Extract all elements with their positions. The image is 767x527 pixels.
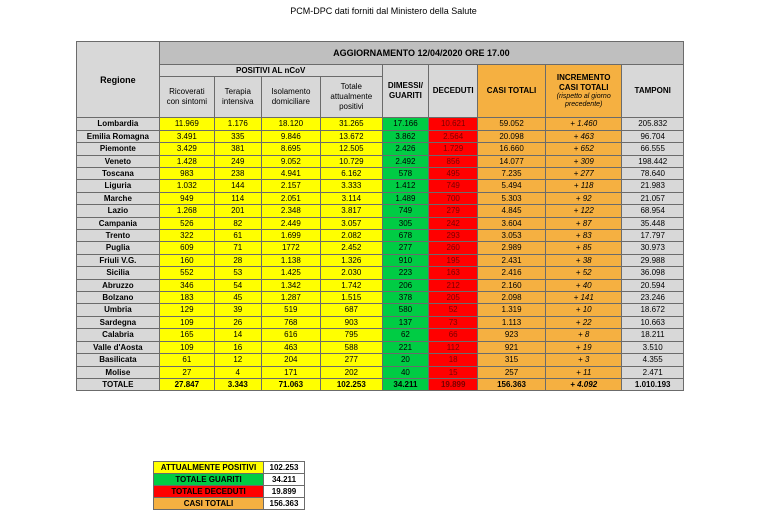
isolamento-cell: 616 bbox=[261, 329, 320, 341]
tamponi-cell: 21.057 bbox=[622, 192, 684, 204]
totale-positivi-cell: 6.162 bbox=[321, 168, 383, 180]
deceduti-cell: 856 bbox=[429, 155, 478, 167]
region-cell: Lazio bbox=[77, 205, 160, 217]
tamponi-cell: 36.098 bbox=[622, 267, 684, 279]
isolamento-cell: 2.449 bbox=[261, 217, 320, 229]
deceduti-cell: 700 bbox=[429, 192, 478, 204]
summary-row bbox=[154, 498, 305, 510]
deceduti-cell: 66 bbox=[429, 329, 478, 341]
totale-positivi-cell: 1.326 bbox=[321, 254, 383, 266]
isolamento-cell: 8.695 bbox=[261, 143, 320, 155]
terapia-cell: 53 bbox=[214, 267, 261, 279]
ricoverati-cell: 983 bbox=[159, 168, 214, 180]
incremento-note: (rispetto al giorno precedente) bbox=[556, 93, 611, 109]
dimessi-cell: 206 bbox=[382, 279, 429, 291]
region-cell: Sardegna bbox=[77, 316, 160, 328]
casi-totali-cell: 1.319 bbox=[478, 304, 546, 316]
dimessi-cell: 20 bbox=[382, 354, 429, 366]
incremento-cell: + 122 bbox=[546, 205, 622, 217]
region-cell: Bolzano bbox=[77, 292, 160, 304]
casi-totali-cell: 59.052 bbox=[478, 118, 546, 130]
page-header: PCM-DPC dati forniti dal Ministero della Salute bbox=[290, 6, 477, 16]
region-cell: Basilicata bbox=[77, 354, 160, 366]
totale-positivi-cell: 2.082 bbox=[321, 230, 383, 242]
incremento-cell: + 19 bbox=[546, 341, 622, 353]
isolamento-cell: 768 bbox=[261, 316, 320, 328]
isolamento-cell: 2.051 bbox=[261, 192, 320, 204]
ricoverati-cell: 526 bbox=[159, 217, 214, 229]
deceduti-cell: 260 bbox=[429, 242, 478, 254]
ricoverati-cell: 3.491 bbox=[159, 130, 214, 142]
incremento-cell: + 85 bbox=[546, 242, 622, 254]
totale-positivi-cell: 31.265 bbox=[321, 118, 383, 130]
summary-value: 156.363 bbox=[264, 498, 305, 510]
table-row bbox=[77, 316, 684, 328]
table-row bbox=[77, 118, 684, 130]
deceduti-cell: 495 bbox=[429, 168, 478, 180]
dimessi-cell: 1.489 bbox=[382, 192, 429, 204]
dimessi-cell: 40 bbox=[382, 366, 429, 378]
terapia-cell: 1.176 bbox=[214, 118, 261, 130]
deceduti-cell: 163 bbox=[429, 267, 478, 279]
casi-totali-cell: 7.235 bbox=[478, 168, 546, 180]
incremento-cell: + 4.092 bbox=[546, 378, 622, 390]
casi-totali-cell: 20.098 bbox=[478, 130, 546, 142]
terapia-cell: 249 bbox=[214, 155, 261, 167]
casi-totali-cell: 921 bbox=[478, 341, 546, 353]
deceduti-cell: 242 bbox=[429, 217, 478, 229]
tamponi-cell: 4.355 bbox=[622, 354, 684, 366]
summary-label: TOTALE GUARITI bbox=[154, 474, 264, 486]
dimessi-cell: 910 bbox=[382, 254, 429, 266]
ricoverati-cell: 129 bbox=[159, 304, 214, 316]
incremento-cell: + 309 bbox=[546, 155, 622, 167]
table-row bbox=[77, 217, 684, 229]
incremento-cell: + 8 bbox=[546, 329, 622, 341]
isolamento-cell: 2.157 bbox=[261, 180, 320, 192]
deceduti-cell: 212 bbox=[429, 279, 478, 291]
totale-positivi-cell: 3.057 bbox=[321, 217, 383, 229]
dimessi-header: DIMESSI/ GUARITI bbox=[382, 65, 429, 118]
totale-positivi-cell: 13.672 bbox=[321, 130, 383, 142]
total-row bbox=[77, 378, 684, 390]
terapia-cell: 201 bbox=[214, 205, 261, 217]
incremento-cell: + 141 bbox=[546, 292, 622, 304]
deceduti-cell: 195 bbox=[429, 254, 478, 266]
casi-totali-cell: 2.989 bbox=[478, 242, 546, 254]
casi-totali-cell: 3.053 bbox=[478, 230, 546, 242]
incremento-cell: + 463 bbox=[546, 130, 622, 142]
totale-positivi-cell: 202 bbox=[321, 366, 383, 378]
table-row bbox=[77, 341, 684, 353]
casi-totali-cell: 3.604 bbox=[478, 217, 546, 229]
incremento-cell: + 10 bbox=[546, 304, 622, 316]
table-row bbox=[77, 242, 684, 254]
isolamento-cell: 9.052 bbox=[261, 155, 320, 167]
isolamento-cell: 1772 bbox=[261, 242, 320, 254]
tamponi-cell: 18.672 bbox=[622, 304, 684, 316]
totale-positivi-cell: 12.505 bbox=[321, 143, 383, 155]
table-row bbox=[77, 192, 684, 204]
ricoverati-cell: 27 bbox=[159, 366, 214, 378]
tamponi-cell: 10.663 bbox=[622, 316, 684, 328]
isolamento-header: Isolamento domiciliare bbox=[261, 77, 320, 118]
table-row bbox=[77, 292, 684, 304]
casi-totali-header: CASI TOTALI bbox=[478, 65, 546, 118]
deceduti-cell: 15 bbox=[429, 366, 478, 378]
ricoverati-cell: 609 bbox=[159, 242, 214, 254]
tamponi-cell: 78.640 bbox=[622, 168, 684, 180]
tamponi-cell: 198.442 bbox=[622, 155, 684, 167]
totale-positivi-cell: 588 bbox=[321, 341, 383, 353]
totale-positivi-cell: 1.742 bbox=[321, 279, 383, 291]
tamponi-cell: 35.448 bbox=[622, 217, 684, 229]
region-cell: Calabria bbox=[77, 329, 160, 341]
isolamento-cell: 1.287 bbox=[261, 292, 320, 304]
tamponi-cell: 205.832 bbox=[622, 118, 684, 130]
tamponi-cell: 23.246 bbox=[622, 292, 684, 304]
isolamento-cell: 1.699 bbox=[261, 230, 320, 242]
isolamento-cell: 204 bbox=[261, 354, 320, 366]
tamponi-cell: 66.555 bbox=[622, 143, 684, 155]
deceduti-header: DECEDUTI bbox=[429, 65, 478, 118]
region-cell: Emilia Romagna bbox=[77, 130, 160, 142]
isolamento-cell: 18.120 bbox=[261, 118, 320, 130]
terapia-cell: 144 bbox=[214, 180, 261, 192]
casi-totali-cell: 257 bbox=[478, 366, 546, 378]
region-cell: Molise bbox=[77, 366, 160, 378]
deceduti-cell: 205 bbox=[429, 292, 478, 304]
dimessi-cell: 221 bbox=[382, 341, 429, 353]
terapia-cell: 39 bbox=[214, 304, 261, 316]
tamponi-cell: 18.211 bbox=[622, 329, 684, 341]
tamponi-header: TAMPONI bbox=[622, 65, 684, 118]
casi-totali-cell: 16.660 bbox=[478, 143, 546, 155]
dimessi-cell: 137 bbox=[382, 316, 429, 328]
totale-positivi-cell: 3.817 bbox=[321, 205, 383, 217]
deceduti-cell: 2.564 bbox=[429, 130, 478, 142]
totale-positivi-cell: 277 bbox=[321, 354, 383, 366]
table-row bbox=[77, 267, 684, 279]
ricoverati-cell: 552 bbox=[159, 267, 214, 279]
casi-totali-cell: 5.494 bbox=[478, 180, 546, 192]
totale-positivi-cell: 1.515 bbox=[321, 292, 383, 304]
ricoverati-cell: 61 bbox=[159, 354, 214, 366]
totale-positivi-cell: 3.114 bbox=[321, 192, 383, 204]
dimessi-cell: 3.862 bbox=[382, 130, 429, 142]
table-row bbox=[77, 254, 684, 266]
totale-positivi-cell: 2.452 bbox=[321, 242, 383, 254]
incremento-cell: + 3 bbox=[546, 354, 622, 366]
deceduti-cell: 279 bbox=[429, 205, 478, 217]
casi-totali-cell: 14.077 bbox=[478, 155, 546, 167]
totale-positivi-cell: 10.729 bbox=[321, 155, 383, 167]
tamponi-cell: 1.010.193 bbox=[622, 378, 684, 390]
region-cell: Lombardia bbox=[77, 118, 160, 130]
casi-totali-cell: 1.113 bbox=[478, 316, 546, 328]
isolamento-cell: 1.425 bbox=[261, 267, 320, 279]
totale-positivi-cell: 2.030 bbox=[321, 267, 383, 279]
tamponi-cell: 21.983 bbox=[622, 180, 684, 192]
incremento-cell: + 87 bbox=[546, 217, 622, 229]
region-cell: Piemonte bbox=[77, 143, 160, 155]
summary-label: ATTUALMENTE POSITIVI bbox=[154, 462, 264, 474]
casi-totali-cell: 315 bbox=[478, 354, 546, 366]
casi-totali-cell: 2.431 bbox=[478, 254, 546, 266]
dimessi-cell: 2.492 bbox=[382, 155, 429, 167]
ricoverati-cell: 346 bbox=[159, 279, 214, 291]
totale-positivi-cell: 795 bbox=[321, 329, 383, 341]
table-row bbox=[77, 155, 684, 167]
casi-totali-cell: 2.098 bbox=[478, 292, 546, 304]
table-row bbox=[77, 304, 684, 316]
deceduti-cell: 19.899 bbox=[429, 378, 478, 390]
deceduti-cell: 749 bbox=[429, 180, 478, 192]
terapia-cell: 335 bbox=[214, 130, 261, 142]
tamponi-cell: 68.954 bbox=[622, 205, 684, 217]
incremento-cell: + 1.460 bbox=[546, 118, 622, 130]
totale-positivi-cell: 687 bbox=[321, 304, 383, 316]
table-row bbox=[77, 168, 684, 180]
region-cell: Valle d'Aosta bbox=[77, 341, 160, 353]
casi-totali-cell: 923 bbox=[478, 329, 546, 341]
terapia-cell: 114 bbox=[214, 192, 261, 204]
incremento-cell: + 52 bbox=[546, 267, 622, 279]
incremento-header bbox=[546, 65, 622, 118]
positives-group-header: POSITIVI AL nCoV bbox=[159, 65, 382, 77]
region-cell: TOTALE bbox=[77, 378, 160, 390]
terapia-header: Terapia intensiva bbox=[214, 77, 261, 118]
region-cell: Abruzzo bbox=[77, 279, 160, 291]
region-cell: Friuli V.G. bbox=[77, 254, 160, 266]
ricoverati-cell: 3.429 bbox=[159, 143, 214, 155]
dimessi-cell: 277 bbox=[382, 242, 429, 254]
incremento-cell: + 83 bbox=[546, 230, 622, 242]
tamponi-cell: 20.594 bbox=[622, 279, 684, 291]
terapia-cell: 61 bbox=[214, 230, 261, 242]
region-cell: Trento bbox=[77, 230, 160, 242]
region-cell: Sicilia bbox=[77, 267, 160, 279]
isolamento-cell: 519 bbox=[261, 304, 320, 316]
ricoverati-cell: 949 bbox=[159, 192, 214, 204]
deceduti-cell: 10.621 bbox=[429, 118, 478, 130]
totale-positivi-cell: 903 bbox=[321, 316, 383, 328]
terapia-cell: 45 bbox=[214, 292, 261, 304]
isolamento-cell: 9.846 bbox=[261, 130, 320, 142]
casi-totali-cell: 2.416 bbox=[478, 267, 546, 279]
isolamento-cell: 4.941 bbox=[261, 168, 320, 180]
totale-positivi-cell: 3.333 bbox=[321, 180, 383, 192]
ricoverati-cell: 27.847 bbox=[159, 378, 214, 390]
incremento-cell: + 22 bbox=[546, 316, 622, 328]
incremento-title: INCREMENTO CASI TOTALI bbox=[556, 73, 611, 93]
totale-positivi-cell: 102.253 bbox=[321, 378, 383, 390]
ricoverati-cell: 1.268 bbox=[159, 205, 214, 217]
table-row bbox=[77, 279, 684, 291]
ricoverati-header: Ricoverati con sintomi bbox=[159, 77, 214, 118]
summary-table bbox=[153, 461, 305, 510]
deceduti-cell: 112 bbox=[429, 341, 478, 353]
region-cell: Puglia bbox=[77, 242, 160, 254]
terapia-cell: 54 bbox=[214, 279, 261, 291]
ricoverati-cell: 183 bbox=[159, 292, 214, 304]
tamponi-cell: 29.988 bbox=[622, 254, 684, 266]
region-cell: Marche bbox=[77, 192, 160, 204]
isolamento-cell: 1.342 bbox=[261, 279, 320, 291]
region-header: Regione bbox=[77, 42, 160, 118]
region-cell: Liguria bbox=[77, 180, 160, 192]
table-row bbox=[77, 329, 684, 341]
summary-row bbox=[154, 474, 305, 486]
terapia-cell: 28 bbox=[214, 254, 261, 266]
table-row bbox=[77, 205, 684, 217]
isolamento-cell: 2.348 bbox=[261, 205, 320, 217]
table-row bbox=[77, 354, 684, 366]
summary-label: CASI TOTALI bbox=[154, 498, 264, 510]
terapia-cell: 12 bbox=[214, 354, 261, 366]
update-title: AGGIORNAMENTO 12/04/2020 ORE 17.00 bbox=[159, 42, 683, 65]
dimessi-cell: 1.412 bbox=[382, 180, 429, 192]
summary-row bbox=[154, 462, 305, 474]
dimessi-cell: 305 bbox=[382, 217, 429, 229]
terapia-cell: 71 bbox=[214, 242, 261, 254]
ricoverati-cell: 165 bbox=[159, 329, 214, 341]
ricoverati-cell: 11.969 bbox=[159, 118, 214, 130]
dimessi-cell: 62 bbox=[382, 329, 429, 341]
deceduti-cell: 1.729 bbox=[429, 143, 478, 155]
deceduti-cell: 293 bbox=[429, 230, 478, 242]
region-cell: Campania bbox=[77, 217, 160, 229]
ricoverati-cell: 322 bbox=[159, 230, 214, 242]
dimessi-cell: 34.211 bbox=[382, 378, 429, 390]
incremento-cell: + 11 bbox=[546, 366, 622, 378]
dimessi-cell: 17.166 bbox=[382, 118, 429, 130]
tamponi-cell: 2.471 bbox=[622, 366, 684, 378]
terapia-cell: 82 bbox=[214, 217, 261, 229]
table-row bbox=[77, 230, 684, 242]
ricoverati-cell: 1.428 bbox=[159, 155, 214, 167]
summary-value: 102.253 bbox=[264, 462, 305, 474]
table-row bbox=[77, 143, 684, 155]
dimessi-cell: 578 bbox=[382, 168, 429, 180]
dimessi-cell: 678 bbox=[382, 230, 429, 242]
incremento-cell: + 652 bbox=[546, 143, 622, 155]
table-row bbox=[77, 130, 684, 142]
terapia-cell: 238 bbox=[214, 168, 261, 180]
terapia-cell: 26 bbox=[214, 316, 261, 328]
casi-totali-cell: 2.160 bbox=[478, 279, 546, 291]
tamponi-cell: 30.973 bbox=[622, 242, 684, 254]
terapia-cell: 4 bbox=[214, 366, 261, 378]
terapia-cell: 3.343 bbox=[214, 378, 261, 390]
region-cell: Veneto bbox=[77, 155, 160, 167]
region-cell: Toscana bbox=[77, 168, 160, 180]
isolamento-cell: 171 bbox=[261, 366, 320, 378]
summary-row bbox=[154, 486, 305, 498]
summary-value: 34.211 bbox=[264, 474, 305, 486]
terapia-cell: 16 bbox=[214, 341, 261, 353]
table-row bbox=[77, 180, 684, 192]
casi-totali-cell: 156.363 bbox=[478, 378, 546, 390]
incremento-cell: + 118 bbox=[546, 180, 622, 192]
deceduti-cell: 18 bbox=[429, 354, 478, 366]
ricoverati-cell: 109 bbox=[159, 316, 214, 328]
table-body bbox=[77, 118, 684, 391]
dimessi-cell: 2.426 bbox=[382, 143, 429, 155]
incremento-cell: + 277 bbox=[546, 168, 622, 180]
tamponi-cell: 3.510 bbox=[622, 341, 684, 353]
isolamento-cell: 71.063 bbox=[261, 378, 320, 390]
ricoverati-cell: 160 bbox=[159, 254, 214, 266]
terapia-cell: 381 bbox=[214, 143, 261, 155]
casi-totali-cell: 5.303 bbox=[478, 192, 546, 204]
covid-data-table bbox=[76, 41, 684, 391]
dimessi-cell: 749 bbox=[382, 205, 429, 217]
isolamento-cell: 463 bbox=[261, 341, 320, 353]
isolamento-cell: 1.138 bbox=[261, 254, 320, 266]
summary-value: 19.899 bbox=[264, 486, 305, 498]
incremento-cell: + 38 bbox=[546, 254, 622, 266]
totale-positivi-header: Totale attualmente positivi bbox=[321, 77, 383, 118]
ricoverati-cell: 109 bbox=[159, 341, 214, 353]
deceduti-cell: 52 bbox=[429, 304, 478, 316]
summary-label: TOTALE DECEDUTI bbox=[154, 486, 264, 498]
table-row bbox=[77, 366, 684, 378]
tamponi-cell: 17.797 bbox=[622, 230, 684, 242]
dimessi-cell: 223 bbox=[382, 267, 429, 279]
tamponi-cell: 96.704 bbox=[622, 130, 684, 142]
casi-totali-cell: 4.845 bbox=[478, 205, 546, 217]
dimessi-cell: 580 bbox=[382, 304, 429, 316]
dimessi-cell: 378 bbox=[382, 292, 429, 304]
incremento-cell: + 92 bbox=[546, 192, 622, 204]
incremento-cell: + 40 bbox=[546, 279, 622, 291]
ricoverati-cell: 1.032 bbox=[159, 180, 214, 192]
deceduti-cell: 73 bbox=[429, 316, 478, 328]
region-cell: Umbria bbox=[77, 304, 160, 316]
terapia-cell: 14 bbox=[214, 329, 261, 341]
